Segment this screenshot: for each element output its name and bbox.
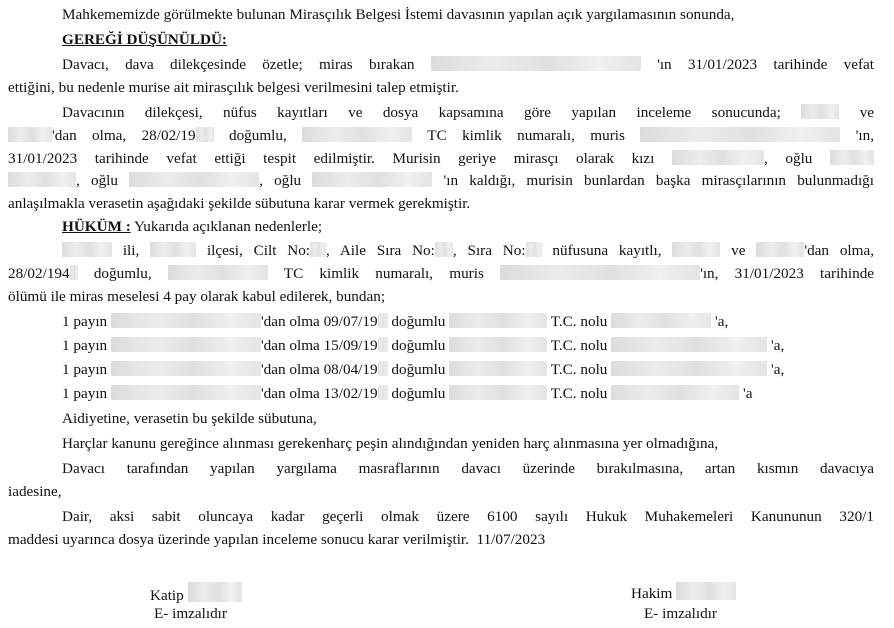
redacted-year <box>378 313 388 328</box>
redacted-name <box>8 127 52 142</box>
heir-row-4: 1 payın 'dan olma 13/02/19 doğumlu T.C. nolu 'a <box>62 385 753 402</box>
redacted-name <box>756 242 804 257</box>
hukum-line-3: ölümü ile miras meselesi 4 pay olarak kabul edilerek, bundan; <box>8 288 386 305</box>
decision-date: 11/07/2023 <box>476 531 546 548</box>
harclar-line: Harçlar kanunu gereğince alınması gerekenharç peşin alındığından yeniden harç alınmasına yer olmadığına, <box>62 435 719 452</box>
redacted-name <box>8 172 76 187</box>
redacted-number <box>526 242 542 257</box>
inceleme-line-5: anlaşılmakla verasetin aşağıdaki şekilde sübutuna karar vermek gerekmiştir. <box>8 195 471 212</box>
redacted-year <box>378 337 388 352</box>
redacted-tc <box>302 127 412 142</box>
redacted-tc <box>611 385 739 400</box>
redacted-number <box>435 242 453 257</box>
redacted-year <box>70 265 78 280</box>
redacted-name <box>449 361 547 376</box>
redacted-name <box>111 385 261 400</box>
hakim-imza: E- imzalıdır <box>644 605 717 622</box>
redacted-year <box>378 385 388 400</box>
redacted-name <box>640 127 840 142</box>
redacted-tc <box>611 361 767 376</box>
dair-line-2: maddesi uyarınca dosya üzerinde yapılan inceleme sonucu karar verilmiştir. 11/07/2023 <box>8 531 546 548</box>
redacted-name <box>111 337 261 352</box>
inceleme-line-3: 31/01/2023 tarihinde vefat ettiği tespit edilmiştir. Murisin geriye mirasçı olarak kızı , oğlu <box>8 150 874 168</box>
katip-imza: E- imzalıdır <box>154 605 227 622</box>
redacted-tc <box>611 313 711 328</box>
redacted-name <box>449 313 547 328</box>
redacted-name <box>188 582 242 602</box>
dair-line-1: Dair, aksi sabit oluncaya kadar geçerli olmak üzere 6100 sayılı Hukuk Muhakemeleri Kanununun 320/1 <box>62 508 874 525</box>
redacted-name <box>830 150 874 165</box>
redacted-name <box>672 242 720 257</box>
aidiyet-line: Aidiyetine, verasetin bu şekilde sübutuna, <box>62 410 317 427</box>
katip-signature: Katip <box>150 582 242 605</box>
redacted-tc <box>168 265 268 280</box>
redacted-name <box>500 265 700 280</box>
redacted-tc <box>611 337 767 352</box>
redacted-name <box>449 337 547 352</box>
heir-row-1: 1 payın 'dan olma 09/07/19 doğumlu T.C. nolu 'a, <box>62 313 729 330</box>
redacted-number <box>310 242 326 257</box>
redacted-name <box>111 361 261 376</box>
redacted-name <box>111 313 261 328</box>
redacted-name <box>801 104 839 119</box>
inceleme-line-1: Davacının dilekçesi, nüfus kayıtları ve dosya kapsamına göre yapılan inceleme sonucunda; ve <box>62 104 875 121</box>
redacted-name <box>431 56 641 71</box>
heir-row-3: 1 payın 'dan olma 08/04/19 doğumlu T.C. nolu 'a, <box>62 361 785 378</box>
redacted-name <box>676 582 736 600</box>
hukum-line: HÜKÜM : Yukarıda açıklanan nedenlerle; <box>62 218 323 235</box>
heir-row-2: 1 payın 'dan olma 15/09/19 doğumlu T.C. nolu 'a, <box>62 337 785 354</box>
hukum-label: HÜKÜM : <box>62 218 131 235</box>
inceleme-line-2: 'dan olma, 28/02/19 doğumlu, TC kimlik numaralı, muris 'ın, <box>8 127 874 145</box>
redacted-name <box>312 172 432 187</box>
hukum-line-1: ili, ilçesi, Cilt No: , Aile Sıra No: , Sıra No: nüfusuna kayıtlı, ve 'dan olma, <box>62 242 874 260</box>
hakim-signature: Hakim <box>631 582 736 603</box>
davaci-line-2: ettiğini, bu nedenle murise ait mirasçılık belgesi verilmesini talep etmiştir. <box>8 79 459 96</box>
redacted-name <box>129 172 259 187</box>
redacted-city <box>62 242 112 257</box>
davaci-line-1: Davacı, dava dilekçesinde özetle; miras bırakan 'ın 31/01/2023 tarihinde vefat <box>62 56 874 73</box>
masraf-line-2: iadesine, <box>8 483 62 500</box>
gereği-heading: GEREĞİ DÜŞÜNÜLDÜ: <box>62 31 227 48</box>
masraf-line-1: Davacı tarafından yapılan yargılama masraflarının davacı üzerinde bırakılmasına, artan kısmın davacıya <box>62 460 874 477</box>
redacted-year <box>196 127 214 142</box>
inceleme-line-4: , oğlu , oğlu 'ın kaldığı, murisin bunlardan başka mirasçılarının bulunmadığı <box>8 172 874 190</box>
intro-paragraph: Mahkememizde görülmekte bulunan Mirasçılık Belgesi İstemi davasının yapılan açık yargılamasının sonunda, <box>62 6 735 23</box>
redacted-name <box>449 385 547 400</box>
redacted-district <box>150 242 196 257</box>
redacted-year <box>378 361 388 376</box>
redacted-name <box>672 150 764 165</box>
hukum-line-2: 28/02/194 doğumlu, TC kimlik numaralı, muris 'ın, 31/01/2023 tarihinde <box>8 265 875 282</box>
